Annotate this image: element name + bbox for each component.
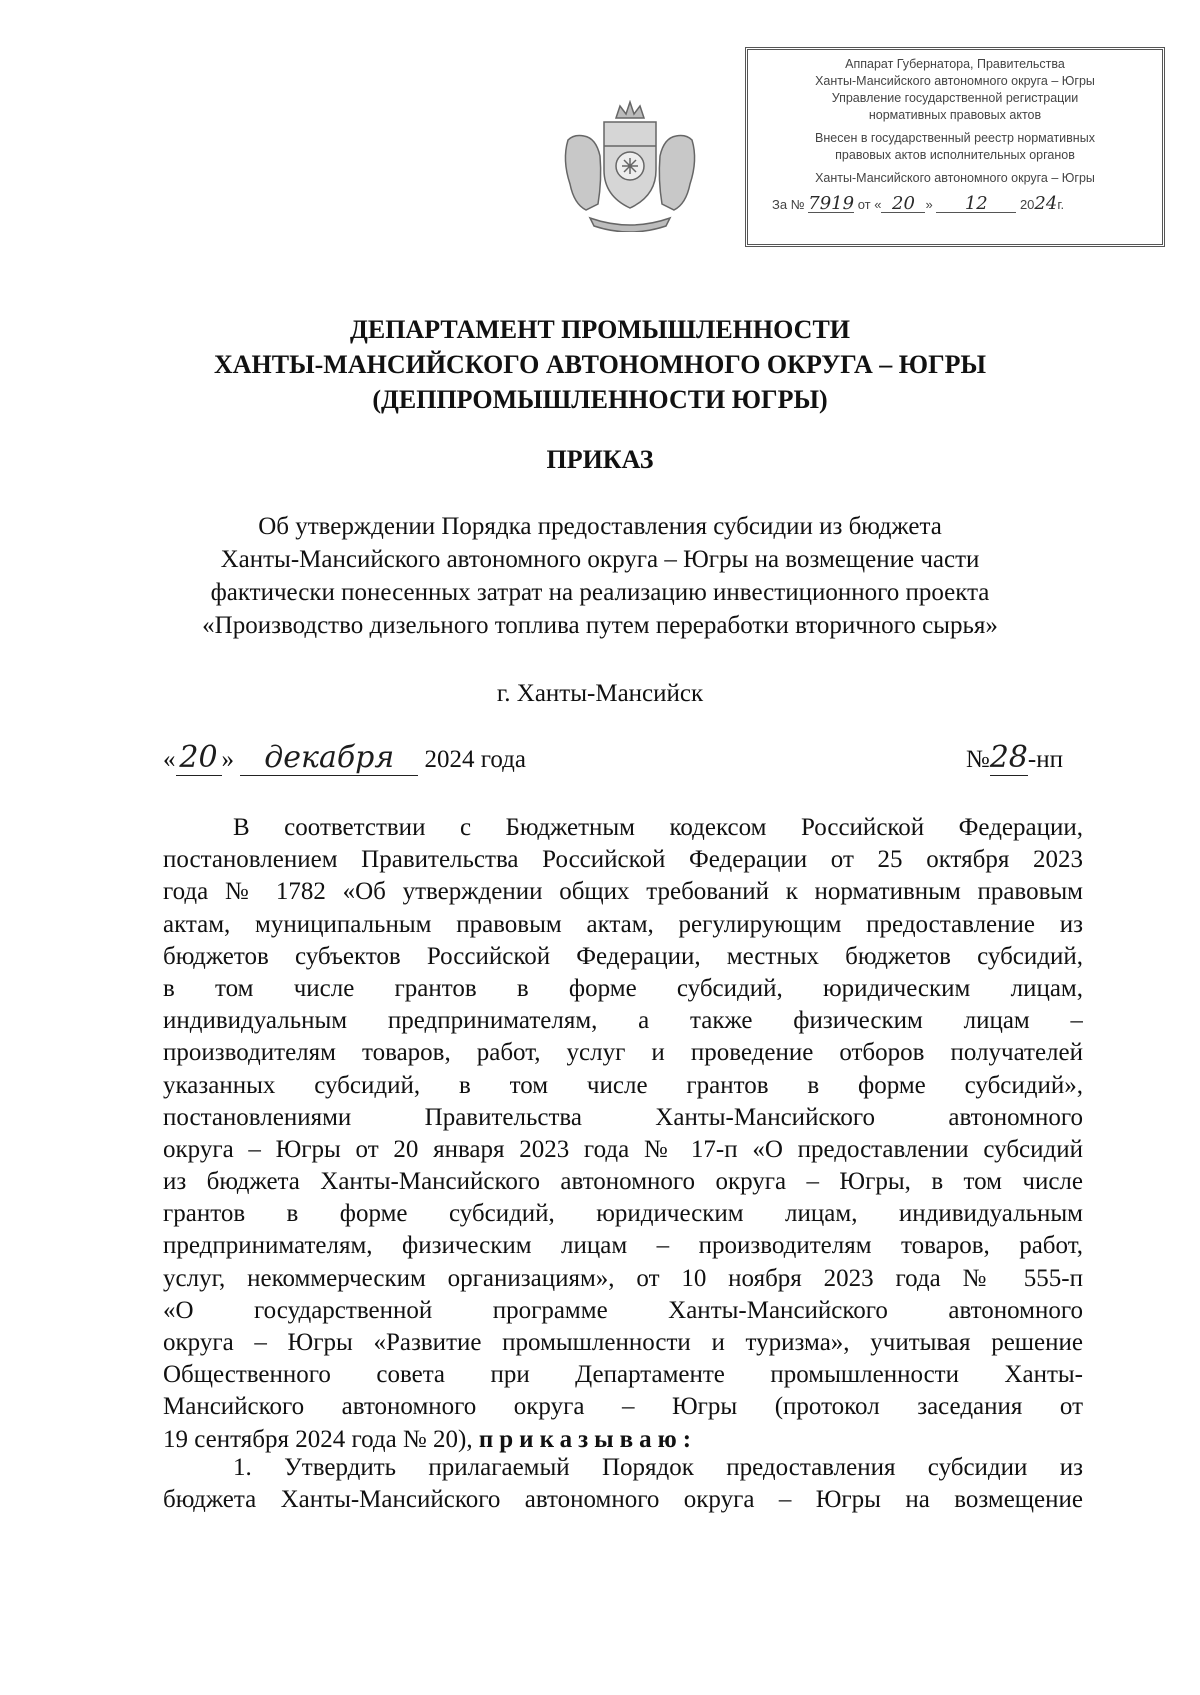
- number-prefix: №: [965, 746, 990, 773]
- stamp-line: Управление государственной регистрации: [831, 91, 1079, 105]
- stamp-reg-from: от «: [857, 197, 882, 212]
- paragraph-line: грантов в форме субсидий, юридическим лицам, индивидуальным: [163, 1200, 1083, 1228]
- registration-stamp: [745, 47, 1165, 247]
- order-number: [966, 740, 1063, 776]
- department-name-line: ХАНТЫ-МАНСИЙСКОГО АВТОНОМНОГО ОКРУГА – ЮГРЫ: [213, 350, 987, 379]
- paragraph-line: бюджета Ханты-Мансийского автономного округа – Югры на возмещение: [163, 1486, 1083, 1514]
- subject-line: Об утверждении Порядка предоставления субсидии из бюджета: [258, 513, 942, 540]
- paragraph-line: постановлениями Правительства Ханты-Мансийского автономного: [163, 1103, 1083, 1131]
- number-suffix: -нп: [1027, 746, 1063, 773]
- document-type-title: ПРИКАЗ: [546, 445, 654, 474]
- paragraph-line: бюджетов субъектов Российской Федерации, местных бюджетов субсидий,: [163, 942, 1083, 970]
- department-name-line: ДЕПАРТАМЕНТ ПРОМЫШЛЕННОСТИ: [349, 315, 851, 344]
- paragraph-line: указанных субсидий, в том числе грантов в форме субсидий»,: [163, 1071, 1083, 1099]
- paragraph-last-line: [163, 1424, 1083, 1456]
- paragraph-line: в том числе грантов в форме субсидий, юридическим лицам,: [163, 974, 1083, 1002]
- paragraph-line: 1. Утвердить прилагаемый Порядок предоставления субсидии из: [233, 1454, 1083, 1481]
- paragraph-line: предпринимателям, физическим лицам – производителям товаров, работ,: [163, 1232, 1083, 1260]
- paragraph-line: услуг, некоммерческим организациям», от 10 ноября 2023 года № 555-п: [163, 1264, 1083, 1292]
- order-subject: [0, 510, 1200, 642]
- paragraph-line: из бюджета Ханты-Мансийского автономного округа – Югры, в том числе: [163, 1168, 1083, 1196]
- paragraph-line: постановлением Правительства Российской Федерации от 25 октября 2023: [163, 846, 1083, 874]
- paragraph-line: Мансийского автономного округа – Югры (протокол заседания от: [163, 1393, 1083, 1421]
- stamp-reg-prefix: За №: [772, 197, 805, 212]
- preamble-paragraph: [163, 812, 1083, 1456]
- stamp-line: правовых актов исполнительных органов: [835, 148, 1075, 162]
- paragraph-line: «О государственной программе Ханты-Мансийского автономного: [163, 1296, 1083, 1324]
- date-close-quote: »: [221, 746, 234, 773]
- paragraph-line: округа – Югры «Развитие промышленности и туризма», учитывая решение: [163, 1329, 1083, 1356]
- paragraph-line: округа – Югры от 20 января 2023 года № 17-п «О предоставлении субсидий: [163, 1135, 1083, 1163]
- subject-line: фактически понесенных затрат на реализацию инвестиционного проекта: [210, 579, 990, 606]
- coat-of-arms-emblem: [556, 100, 704, 232]
- paragraph-line: года № 1782 «Об утверждении общих требований к нормативным правовым: [163, 878, 1083, 906]
- date-open-quote: «: [163, 746, 176, 773]
- item-1-paragraph: [163, 1452, 1083, 1516]
- stamp-reg-year-suffix: 24: [1034, 193, 1058, 214]
- paragraph-line: Общественного совета при Департаменте промышленности Ханты-: [163, 1361, 1083, 1389]
- stamp-reg-number: 7919: [808, 193, 855, 214]
- stamp-reg-day: 20: [881, 195, 925, 213]
- stamp-reg-month: 12: [936, 195, 1016, 213]
- order-directive: приказываю:: [478, 1425, 698, 1453]
- stamp-line: Ханты-Мансийского автономного округа – Югры: [815, 74, 1095, 88]
- stamp-registration-line: [756, 195, 1154, 213]
- number-value: 28: [989, 740, 1028, 775]
- department-short-name: (ДЕППРОМЫШЛЕННОСТИ ЮГРЫ): [372, 385, 828, 414]
- paragraph-line: актам, муниципальным правовым актам, регулирующим предоставление из: [163, 910, 1083, 938]
- stamp-reg-close: »: [925, 197, 933, 212]
- stamp-line: Ханты-Мансийского автономного округа – Югры: [815, 171, 1095, 185]
- date-month: декабря: [240, 740, 418, 776]
- stamp-line: Аппарат Губернатора, Правительства: [845, 57, 1065, 71]
- paragraph-line: В соответствии с Бюджетным кодексом Российской Федерации,: [233, 814, 1083, 841]
- subject-line: «Производство дизельного топлива путем переработки вторичного сырья»: [202, 612, 998, 639]
- date-year: 2024 года: [424, 746, 526, 773]
- order-date: [163, 740, 526, 776]
- city-name: г. Ханты-Мансийск: [496, 680, 704, 707]
- paragraph-line: производителям товаров, работ, услуг и проведение отборов получателей: [163, 1039, 1083, 1067]
- preamble-last-text: 19 сентября 2024 года № 20),: [163, 1425, 473, 1453]
- stamp-reg-year-end: г.: [1057, 197, 1065, 212]
- stamp-reg-year-prefix: 20: [1019, 197, 1035, 212]
- paragraph-line: индивидуальным предпринимателям, а также физическим лицам –: [163, 1007, 1083, 1035]
- subject-line: Ханты-Мансийского автономного округа – Югры на возмещение части: [220, 546, 980, 573]
- date-day: 20: [176, 740, 222, 776]
- stamp-line: Внесен в государственный реестр нормативных: [815, 131, 1095, 145]
- stamp-line: нормативных правовых актов: [868, 108, 1042, 122]
